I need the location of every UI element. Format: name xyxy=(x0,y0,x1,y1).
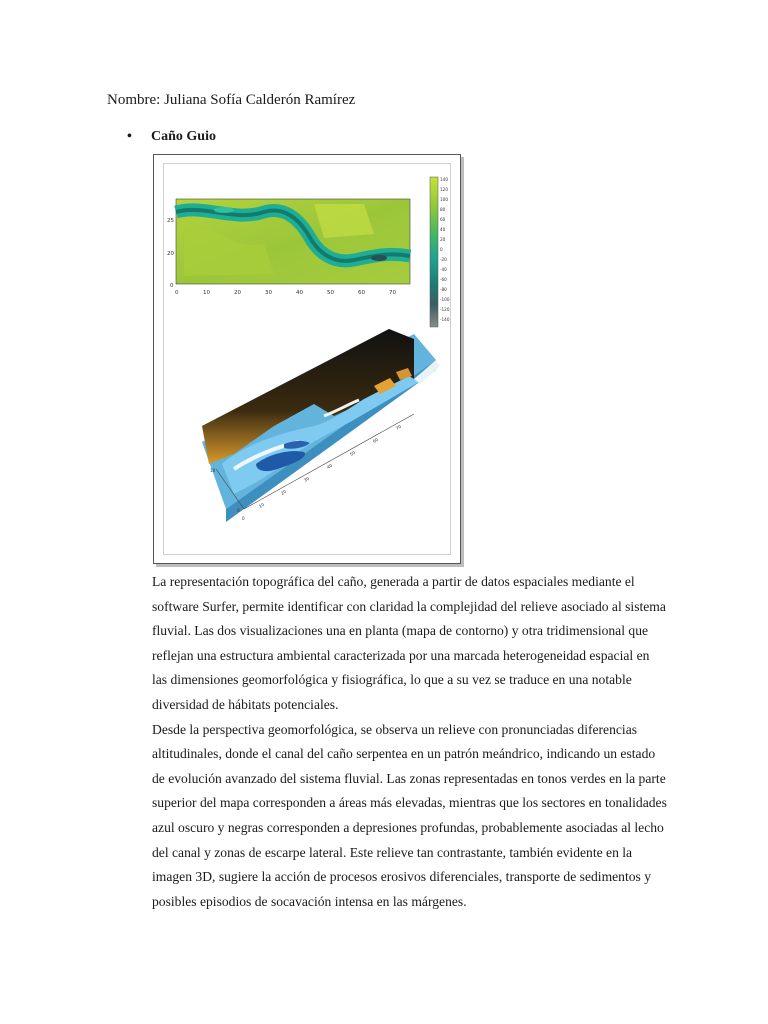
colorbar-label: 40 xyxy=(440,227,446,232)
y-tick-label: 25 xyxy=(167,218,174,224)
surface-axis-tick: 30 xyxy=(303,475,311,483)
colorbar-label: -80 xyxy=(440,287,447,292)
student-name: Nombre: Juliana Sofía Calderón Ramírez xyxy=(107,92,356,108)
x-tick-label: 30 xyxy=(265,290,272,296)
colorbar-label: 100 xyxy=(440,197,448,202)
surfer-figure xyxy=(164,164,450,554)
y-tick-label: 20 xyxy=(167,251,174,257)
y-tick-label: 0 xyxy=(170,283,174,289)
contour-map xyxy=(167,199,410,296)
colorbar-label: 0 xyxy=(440,247,443,252)
figure-inner-frame xyxy=(163,163,451,555)
deep-pool xyxy=(371,255,387,261)
x-tick-label: 0 xyxy=(175,290,179,296)
paragraph: La representación topográfica del caño, generada a partir de datos espaciales mediante el software Surfer, permite identificar con claridad la complejidad del relieve asociado al sistema fluvial. Las dos visualizaciones una en planta (mapa de contorno) y otra tridimensional que reflejan una estructura ambiental caracterizada por una marcada heterogeneidad espacial en las dimensiones geomorfológica y fisiográfica, lo que a su vez se traduce en una notable diversidad de hábitats potenciales. xyxy=(152,574,666,712)
colorbar-label: 80 xyxy=(440,207,446,212)
colorbar xyxy=(430,177,450,327)
surface-axis-tick: 20 xyxy=(280,488,288,496)
surface-side-tick: 10 xyxy=(210,468,216,473)
channel-segment xyxy=(214,207,234,213)
colorbar-label: 20 xyxy=(440,237,446,242)
colorbar-label: -120 xyxy=(440,307,450,312)
colorbar-label: 140 xyxy=(440,177,448,182)
colorbar-label: -140 xyxy=(440,317,450,322)
colorbar-label: -60 xyxy=(440,277,447,282)
x-tick-label: 70 xyxy=(389,290,396,296)
colorbar-scale xyxy=(430,177,438,327)
paragraph: Desde la perspectiva geomorfológica, se observa un relieve con pronunciadas diferencias altitudinales, donde el canal del caño serpentea en un patrón meándrico, indicando un estado de evolución avanzado del sistema fluvial. Las zonas representadas en tonos verdes en la parte superior del mapa corresponden a áreas más elevadas, mientras que los sectores en tonalidades azul oscuro y negras corresponden a depresiones profundas, probablemente asociadas al lecho del canal y zonas de escarpe lateral. Este relieve tan contrastante, también evidente en la imagen 3D, sugiere la acción de procesos erosivos diferenciales, transporte de sedimentos y posibles episodios de socavación intensa en las márgenes. xyxy=(152,721,667,909)
colorbar-label: 60 xyxy=(440,217,446,222)
figure-frame xyxy=(153,154,461,564)
bullet-icon: • xyxy=(127,129,132,144)
colorbar-label: -100 xyxy=(440,297,450,302)
surface-axis-tick: 0 xyxy=(242,516,245,521)
x-tick-label: 50 xyxy=(327,290,334,296)
x-tick-label: 60 xyxy=(358,290,365,296)
x-tick-label: 20 xyxy=(234,290,241,296)
surface-axis-tick: 10 xyxy=(258,501,266,509)
terrain-patch xyxy=(314,204,374,238)
surface-axis-tick: 60 xyxy=(372,436,380,444)
x-tick-label: 10 xyxy=(203,290,210,296)
surface-3d xyxy=(202,329,440,522)
section-title: Caño Guio xyxy=(151,129,216,144)
x-tick-label: 40 xyxy=(296,290,303,296)
surface-axis-tick: 40 xyxy=(326,462,334,470)
section-heading xyxy=(127,129,216,145)
colorbar-label: 120 xyxy=(440,187,448,192)
surface-axis-tick: 70 xyxy=(395,423,403,431)
colorbar-label: -40 xyxy=(440,267,447,272)
surface-axis-tick: 50 xyxy=(349,449,357,457)
surface-side-tick: 0 xyxy=(237,508,240,513)
colorbar-label: -20 xyxy=(440,257,447,262)
body-text xyxy=(152,570,667,914)
